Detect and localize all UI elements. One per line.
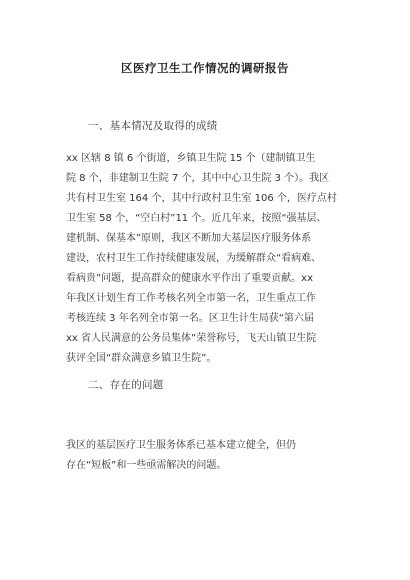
paragraph-line: 获评全国“群众满意乡镇卫生院”。 — [66, 353, 217, 364]
paragraph-line: 共有村卫生室 164 个，其中行政村卫生室 106 个，医疗点村 — [66, 193, 337, 204]
section-paragraph-problems — [66, 436, 348, 476]
paragraph-line: 看病贵”问题，提高群众的健康水平作出了重要贡献。xx — [66, 273, 314, 284]
paragraph-line: xx 省人民满意的公务员集体”荣誉称号，飞天山镇卫生院 — [66, 333, 317, 344]
document-title: 区医疗卫生工作情况的调研报告 — [121, 61, 289, 75]
paragraph-line: xx 区辖 8 镇 6 个街道，乡镇卫生院 15 个（建制镇卫生 — [66, 153, 316, 164]
paragraph-line: 卫生室 58 个，“空白村”11 个。近几年来，按照“强基层、 — [66, 213, 327, 224]
paragraph-line: 年我区计划生育工作考核名列全市第一名，卫生重点工作 — [66, 293, 316, 304]
paragraph-line: 建机制、保基本”原则，我区不断加大基层医疗服务体系 — [66, 233, 312, 244]
paragraph-line: 院 8 个，非建制卫生院 7 个，其中中心卫生院 3 个）。我区 — [66, 173, 330, 184]
paragraph-line: 考核连续 3 年名列全市第一名。区卫生计生局获“第六届 — [66, 313, 314, 324]
paragraph-line: 建设，农村卫生工作持续健康发展，为缓解群众“看病难、 — [66, 253, 322, 264]
section-heading-problems: 二、存在的问题 — [88, 379, 164, 391]
paragraph-line: 存在“短板”和一些亟需解决的问题。 — [66, 460, 227, 471]
section-paragraph-basic-situation — [66, 149, 348, 369]
paragraph-line: 我区的基层医疗卫生服务体系已基本建立健全，但仍 — [66, 440, 296, 451]
section-heading-basic-situation: 一、基本情况及取得的成绩 — [88, 120, 218, 132]
